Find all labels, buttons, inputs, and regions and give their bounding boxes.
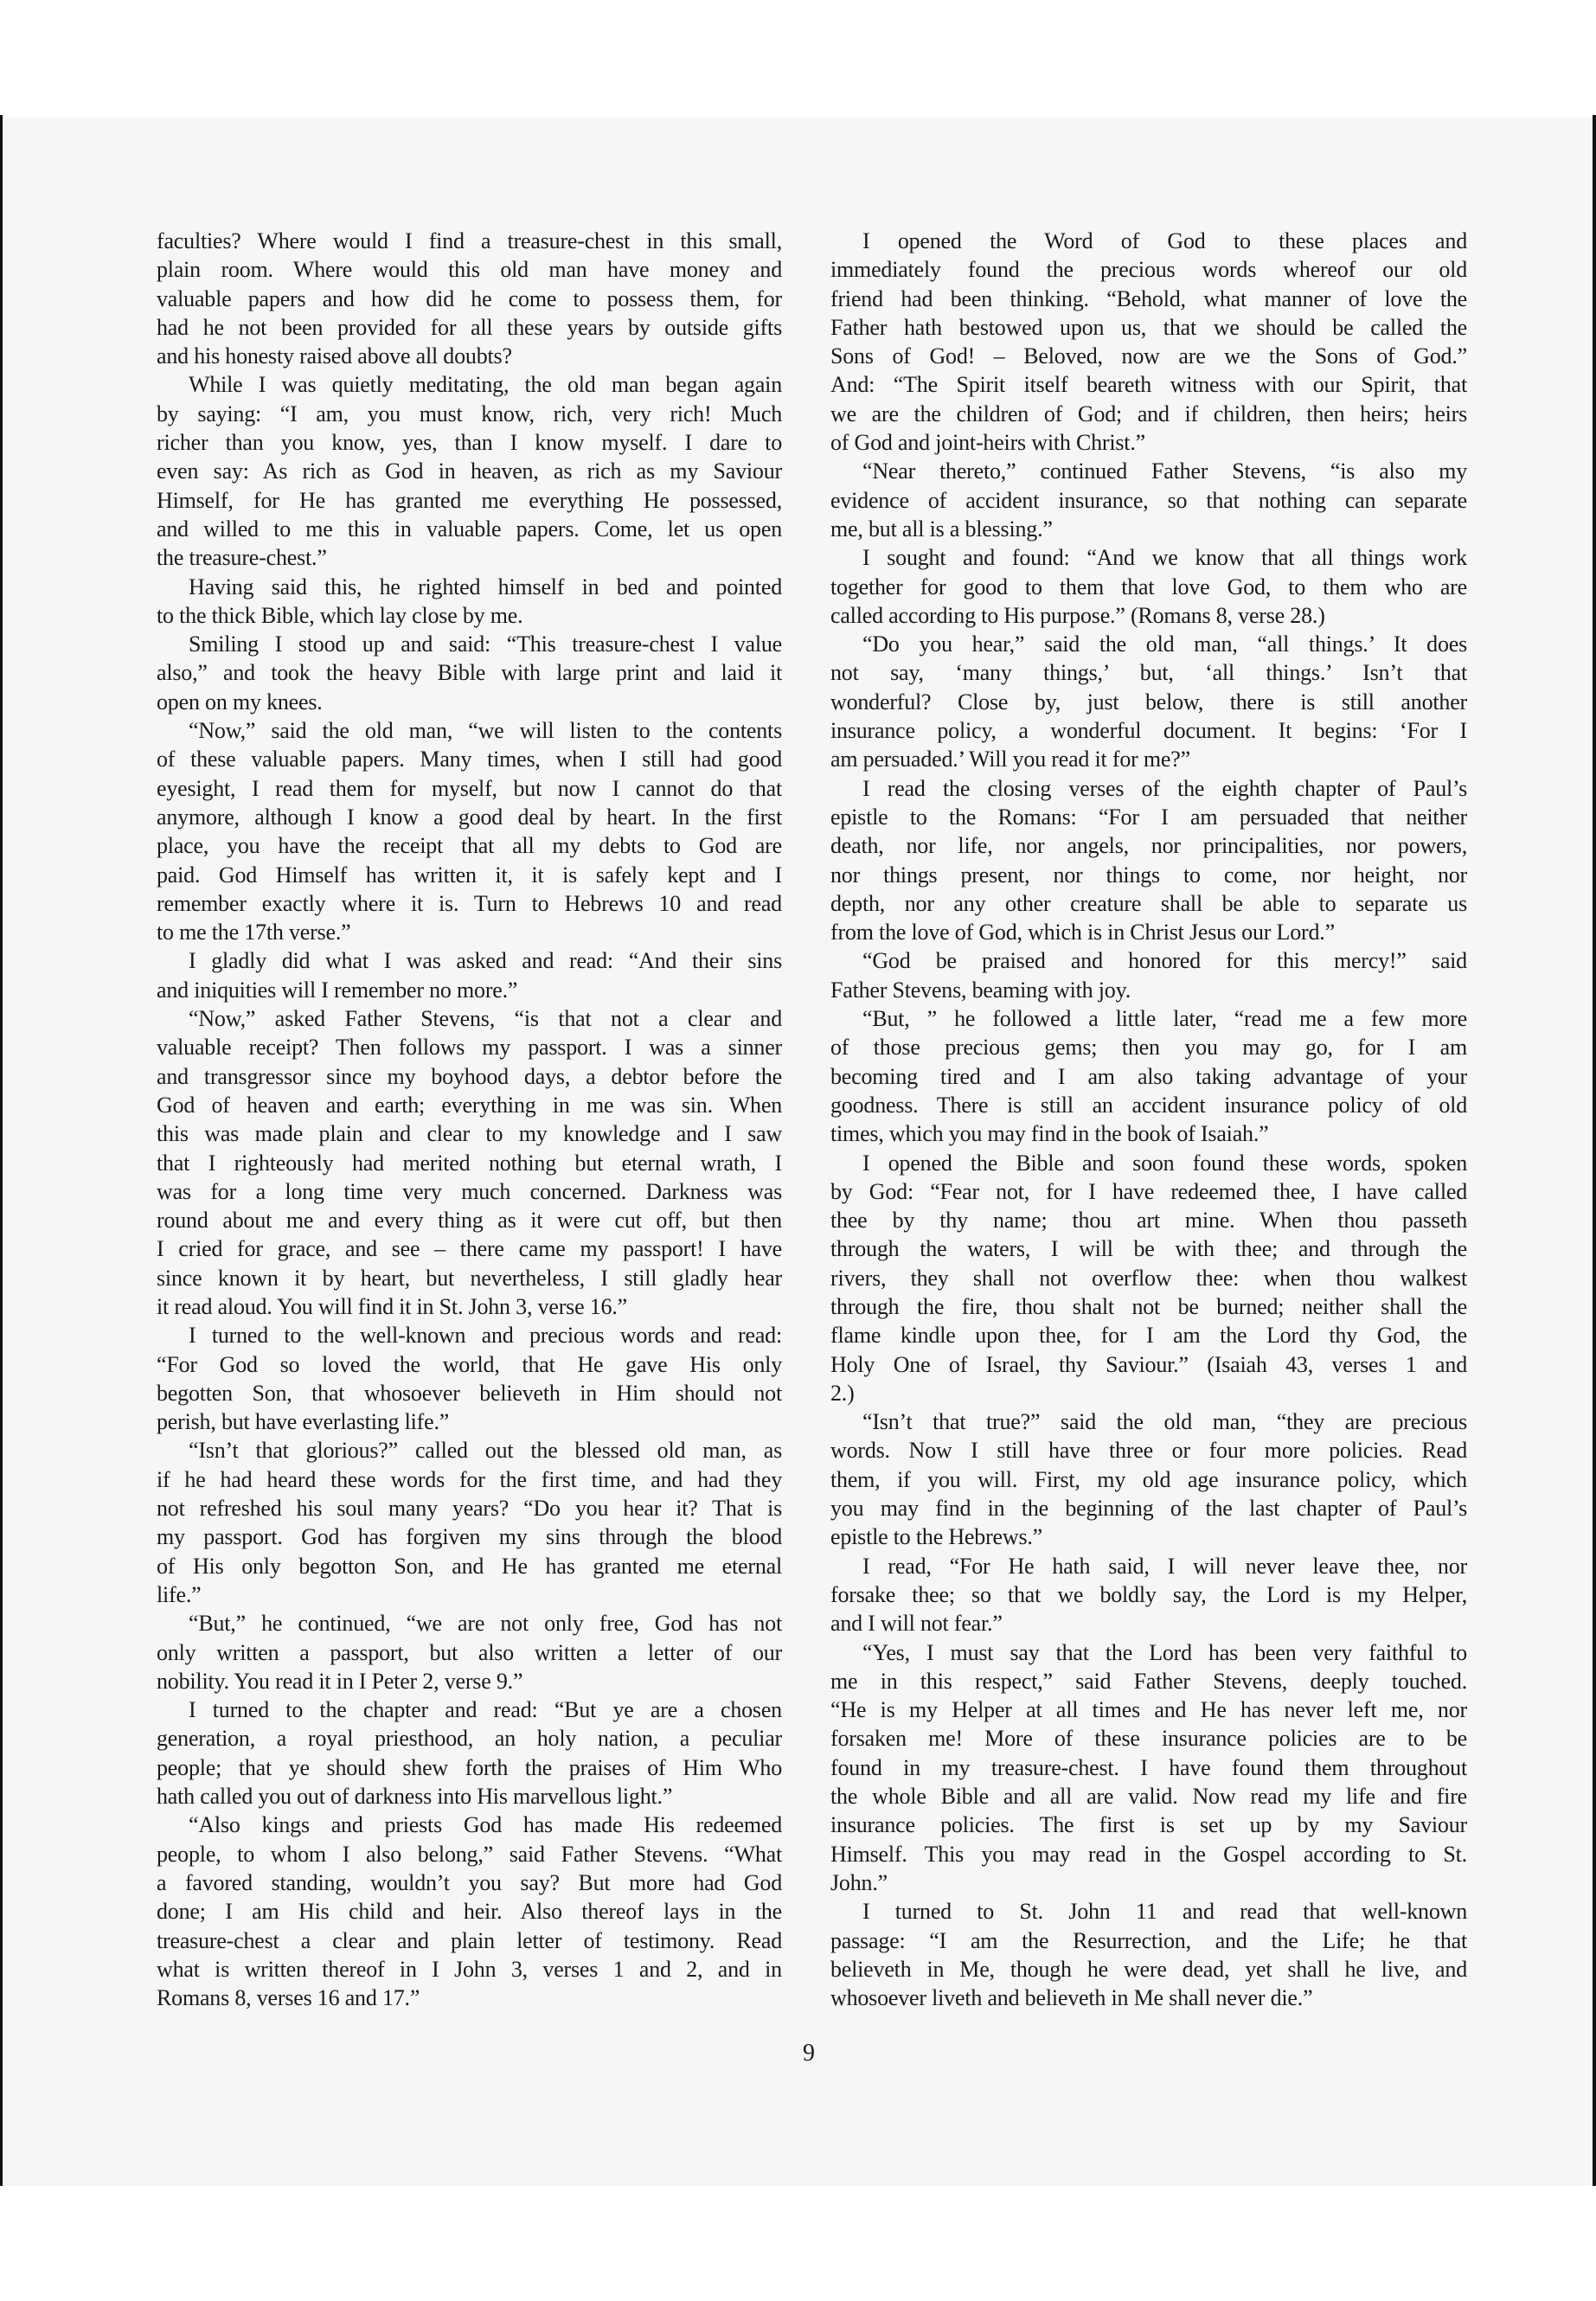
text-line: begotten Son, that whosoever believeth in Him should not bbox=[157, 1380, 782, 1406]
text-line: and willed to me this in valuable papers. Come, let us open bbox=[157, 516, 782, 542]
text-line: it read aloud. You will find it in St. John 3, verse 16.” bbox=[157, 1293, 627, 1319]
text-line: And: “The Spirit itself beareth witness with our Spirit, that bbox=[830, 372, 1467, 398]
text-line: “He is my Helper at all times and He has never left me, nor bbox=[830, 1697, 1467, 1723]
paragraph bbox=[157, 716, 782, 946]
text-line: me in this respect,” said Father Stevens, deeply touched. bbox=[830, 1668, 1467, 1694]
text-line: I turned to the chapter and read: “But ye are a chosen bbox=[189, 1697, 782, 1723]
text-line: am persuaded.’ Will you read it for me?” bbox=[830, 747, 1190, 772]
text-line: “Also kings and priests God has made His redeemed bbox=[189, 1812, 782, 1838]
paragraph bbox=[830, 1004, 1467, 1148]
text-line: Father hath bestowed upon us, that we should be called the bbox=[830, 314, 1467, 340]
paragraph bbox=[157, 1811, 782, 2012]
text-line: paid. God Himself has written it, it is safely kept and I bbox=[157, 862, 782, 888]
text-line: even say: As rich as God in heaven, as rich as my Saviour bbox=[157, 458, 782, 484]
text-line: nor things present, nor things to come, nor height, nor bbox=[830, 862, 1467, 888]
text-line: of these valuable papers. Many times, when I still had good bbox=[157, 747, 782, 772]
paragraph bbox=[830, 227, 1467, 457]
text-line: also,” and took the heavy Bible with large print and laid it bbox=[157, 660, 782, 686]
paragraph bbox=[157, 573, 782, 631]
text-line: “God be praised and honored for this mercy!” said bbox=[862, 948, 1467, 974]
text-line: “Now,” asked Father Stevens, “is that not a clear and bbox=[189, 1006, 782, 1032]
text-line: and his honesty raised above all doubts? bbox=[157, 343, 512, 369]
text-line: I gladly did what I was asked and read: “And their sins bbox=[189, 948, 782, 974]
text-line: since known it by heart, but nevertheless, I still gladly hear bbox=[157, 1265, 782, 1291]
text-line: I opened the Bible and soon found these words, spoken bbox=[862, 1150, 1467, 1176]
text-line: richer than you know, yes, than I know myself. I dare to bbox=[157, 430, 782, 456]
text-line: “For God so loved the world, that He gave His only bbox=[157, 1351, 782, 1377]
text-line: and transgressor since my boyhood days, a debtor before the bbox=[157, 1063, 782, 1089]
text-line: God of heaven and earth; everything in me was sin. When bbox=[157, 1092, 782, 1118]
paragraph bbox=[830, 1407, 1467, 1551]
paragraph bbox=[157, 946, 782, 1004]
text-line: becoming tired and I am also taking advantage of your bbox=[830, 1063, 1467, 1089]
paragraph bbox=[157, 1004, 782, 1321]
text-line: round about me and every thing as it were cut off, but then bbox=[157, 1208, 782, 1234]
text-line: insurance policy, a wonderful document. It begins: ‘For I bbox=[830, 718, 1467, 744]
text-line: we are the children of God; and if children, then heirs; heirs bbox=[830, 401, 1467, 426]
text-column-left bbox=[157, 227, 782, 2012]
text-line: immediately found the precious words whereof our old bbox=[830, 257, 1467, 283]
text-line: “Isn’t that glorious?” called out the blessed old man, as bbox=[189, 1438, 782, 1464]
text-line: faculties? Where would I find a treasure-chest in this small, bbox=[157, 228, 782, 253]
text-line: nobility. You read it in I Peter 2, verse 9.” bbox=[157, 1668, 523, 1694]
text-line: people, to whom I also belong,” said Father Stevens. “What bbox=[157, 1841, 782, 1867]
text-line: Himself. This you may read in the Gospel according to St. bbox=[830, 1841, 1467, 1867]
text-line: whosoever liveth and believeth in Me shall never die.” bbox=[830, 1985, 1313, 2011]
paragraph bbox=[157, 1695, 782, 1811]
text-line: found in my treasure-chest. I have found them throughout bbox=[830, 1754, 1467, 1780]
text-line: epistle to the Hebrews.” bbox=[830, 1524, 1043, 1550]
text-line: to the thick Bible, which lay close by me. bbox=[157, 602, 523, 628]
paragraph bbox=[830, 1638, 1467, 1898]
text-line: flame kindle upon thee, for I am the Lord thy God, the bbox=[830, 1323, 1467, 1349]
text-line: through the waters, I will be with thee; and through the bbox=[830, 1236, 1467, 1262]
text-line: “Near thereto,” continued Father Stevens, “is also my bbox=[862, 458, 1467, 484]
text-line: this was made plain and clear to my knowledge and I saw bbox=[157, 1121, 782, 1147]
text-line: a favored standing, wouldn’t you say? But more had God bbox=[157, 1869, 782, 1895]
text-line: forsake thee; so that we boldly say, the Lord is my Helper, bbox=[830, 1581, 1467, 1607]
text-line: that I righteously had merited nothing but eternal wrath, I bbox=[157, 1150, 782, 1176]
text-line: “Do you hear,” said the old man, “all things.’ It does bbox=[862, 631, 1467, 657]
text-line: people; that ye should shew forth the praises of Him Who bbox=[157, 1754, 782, 1780]
text-line: by saying: “I am, you must know, rich, very rich! Much bbox=[157, 401, 782, 426]
page-edge-right bbox=[1593, 115, 1596, 2186]
paragraph bbox=[830, 1552, 1467, 1638]
text-line: Sons of God! – Beloved, now are we the Sons of God.” bbox=[830, 343, 1467, 369]
text-line: Having said this, he righted himself in bed and pointed bbox=[189, 574, 782, 599]
paragraph bbox=[830, 774, 1467, 947]
paragraph bbox=[830, 946, 1467, 1004]
text-line: was for a long time very much concerned. Darkness was bbox=[157, 1178, 782, 1204]
paragraph bbox=[830, 543, 1467, 630]
text-line: I cried for grace, and see – there came my passport! I have bbox=[157, 1236, 782, 1262]
paragraph bbox=[157, 370, 782, 572]
text-line: Smiling I stood up and said: “This treasure-chest I value bbox=[189, 631, 782, 657]
text-line: called according to His purpose.” (Romans 8, verse 28.) bbox=[830, 602, 1325, 628]
text-line: place, you have the receipt that all my debts to God are bbox=[157, 833, 782, 859]
text-line: and I will not fear.” bbox=[830, 1611, 1003, 1637]
text-line: death, nor life, nor angels, nor principalities, nor powers, bbox=[830, 833, 1467, 859]
text-line: I sought and found: “And we know that all things work bbox=[862, 545, 1467, 571]
text-line: the whole Bible and all are valid. Now read my life and fire bbox=[830, 1784, 1467, 1810]
text-line: epistle to the Romans: “For I am persuaded that neither bbox=[830, 804, 1467, 830]
text-line: of God and joint-heirs with Christ.” bbox=[830, 430, 1145, 456]
paragraph bbox=[157, 227, 782, 370]
text-line: valuable papers and how did he come to possess them, for bbox=[157, 285, 782, 311]
text-line: I opened the Word of God to these places and bbox=[862, 228, 1467, 253]
text-line: together for good to them that love God, to them who are bbox=[830, 574, 1467, 599]
text-line: times, which you may find in the book of Isaiah.” bbox=[830, 1121, 1269, 1147]
text-line: and iniquities will I remember no more.” bbox=[157, 977, 518, 1003]
text-line: of His only begotton Son, and He has granted me eternal bbox=[157, 1553, 782, 1579]
text-column-right bbox=[830, 227, 1467, 2012]
text-line: “But,” he continued, “we are not only free, God has not bbox=[189, 1611, 782, 1637]
paragraph bbox=[830, 1897, 1467, 2012]
text-line: depth, nor any other creature shall be able to separate us bbox=[830, 890, 1467, 916]
text-line: “But, ” he followed a little later, “read me a few more bbox=[862, 1006, 1467, 1032]
paragraph bbox=[157, 1436, 782, 1609]
text-line: through the fire, thou shalt not be burned; neither shall the bbox=[830, 1293, 1467, 1319]
text-line: While I was quietly meditating, the old man began again bbox=[189, 372, 782, 398]
text-line: hath called you out of darkness into His marvellous light.” bbox=[157, 1784, 673, 1810]
text-line: valuable receipt? Then follows my passport. I was a sinner bbox=[157, 1035, 782, 1061]
text-line: my passport. God has forgiven my sins through the blood bbox=[157, 1524, 782, 1550]
text-line: open on my knees. bbox=[157, 689, 323, 715]
text-line: words. Now I still have three or four more policies. Read bbox=[830, 1438, 1467, 1464]
text-line: what is written thereof in I John 3, verses 1 and 2, and in bbox=[157, 1956, 782, 1982]
text-line: generation, a royal priesthood, an holy nation, a peculiar bbox=[157, 1726, 782, 1752]
text-line: Father Stevens, beaming with joy. bbox=[830, 977, 1131, 1003]
text-line: treasure-chest a clear and plain letter of testimony. Read bbox=[157, 1927, 782, 1953]
text-line: to me the 17th verse.” bbox=[157, 920, 351, 945]
paragraph bbox=[830, 630, 1467, 773]
paragraph bbox=[830, 457, 1467, 543]
paragraph bbox=[157, 630, 782, 716]
text-line: evidence of accident insurance, so that nothing can separate bbox=[830, 487, 1467, 513]
text-line: not say, ‘many things,’ but, ‘all things.’ Isn’t that bbox=[830, 660, 1467, 686]
paragraph bbox=[157, 1321, 782, 1436]
text-line: wonderful? Close by, just below, there is still another bbox=[830, 689, 1467, 715]
text-line: life.” bbox=[157, 1581, 202, 1607]
text-line: anymore, although I know a good deal by heart. In the first bbox=[157, 804, 782, 830]
page-edge-left bbox=[0, 115, 3, 2186]
text-line: done; I am His child and heir. Also thereof lays in the bbox=[157, 1899, 782, 1925]
text-line: only written a passport, but also written a letter of our bbox=[157, 1639, 782, 1665]
text-line: by God: “Fear not, for I have redeemed thee, I have called bbox=[830, 1178, 1467, 1204]
text-line: forsaken me! More of these insurance policies are to be bbox=[830, 1726, 1467, 1752]
text-line: “Isn’t that true?” said the old man, “they are precious bbox=[862, 1409, 1467, 1435]
text-line: believeth in Me, though he were dead, yet shall he live, and bbox=[830, 1956, 1467, 1982]
text-line: “Yes, I must say that the Lord has been very faithful to bbox=[862, 1639, 1467, 1665]
text-line: the treasure-chest.” bbox=[157, 545, 327, 571]
text-line: perish, but have everlasting life.” bbox=[157, 1409, 450, 1435]
text-line: if he had heard these words for the first time, and had they bbox=[157, 1466, 782, 1492]
text-line: 2.) bbox=[830, 1380, 855, 1406]
text-line: I read the closing verses of the eighth chapter of Paul’s bbox=[862, 775, 1467, 801]
text-line: me, but all is a blessing.” bbox=[830, 516, 1053, 542]
text-line: Romans 8, verses 16 and 17.” bbox=[157, 1985, 420, 2011]
text-line: insurance policies. The first is set up by my Saviour bbox=[830, 1812, 1467, 1838]
text-line: rivers, they shall not overflow thee: when thou walkest bbox=[830, 1265, 1467, 1291]
text-line: Himself, for He has granted me everything He possessed, bbox=[157, 487, 782, 513]
text-line: not refreshed his soul many years? “Do you hear it? That is bbox=[157, 1496, 782, 1522]
text-line: goodness. There is still an accident insurance policy of old bbox=[830, 1092, 1467, 1118]
text-line: them, if you will. First, my old age insurance policy, which bbox=[830, 1466, 1467, 1492]
text-line: of those precious gems; then you may go, for I am bbox=[830, 1035, 1467, 1061]
text-line: thee by thy name; thou art mine. When thou passeth bbox=[830, 1208, 1467, 1234]
text-line: passage: “I am the Resurrection, and the Life; he that bbox=[830, 1927, 1467, 1953]
page-number: 9 bbox=[803, 2040, 815, 2067]
text-line: I turned to the well-known and precious words and read: bbox=[189, 1323, 782, 1349]
paragraph bbox=[830, 1149, 1467, 1408]
paragraph bbox=[157, 1609, 782, 1695]
text-line: John.” bbox=[830, 1869, 888, 1895]
text-line: friend had been thinking. “Behold, what manner of love the bbox=[830, 285, 1467, 311]
text-line: you may find in the beginning of the last chapter of Paul’s bbox=[830, 1496, 1467, 1522]
text-line: “Now,” said the old man, “we will listen to the contents bbox=[189, 718, 782, 744]
text-line: eyesight, I read them for myself, but now I cannot do that bbox=[157, 775, 782, 801]
text-line: from the love of God, which is in Christ Jesus our Lord.” bbox=[830, 920, 1335, 945]
text-line: I read, “For He hath said, I will never leave thee, nor bbox=[862, 1553, 1467, 1579]
text-line: Holy One of Israel, thy Saviour.” (Isaiah 43, verses 1 and bbox=[830, 1351, 1467, 1377]
text-line: I turned to St. John 11 and read that well-known bbox=[862, 1899, 1467, 1925]
text-line: remember exactly where it is. Turn to Hebrews 10 and read bbox=[157, 890, 782, 916]
text-line: plain room. Where would this old man have money and bbox=[157, 257, 782, 283]
text-line: had he not been provided for all these years by outside gifts bbox=[157, 314, 782, 340]
